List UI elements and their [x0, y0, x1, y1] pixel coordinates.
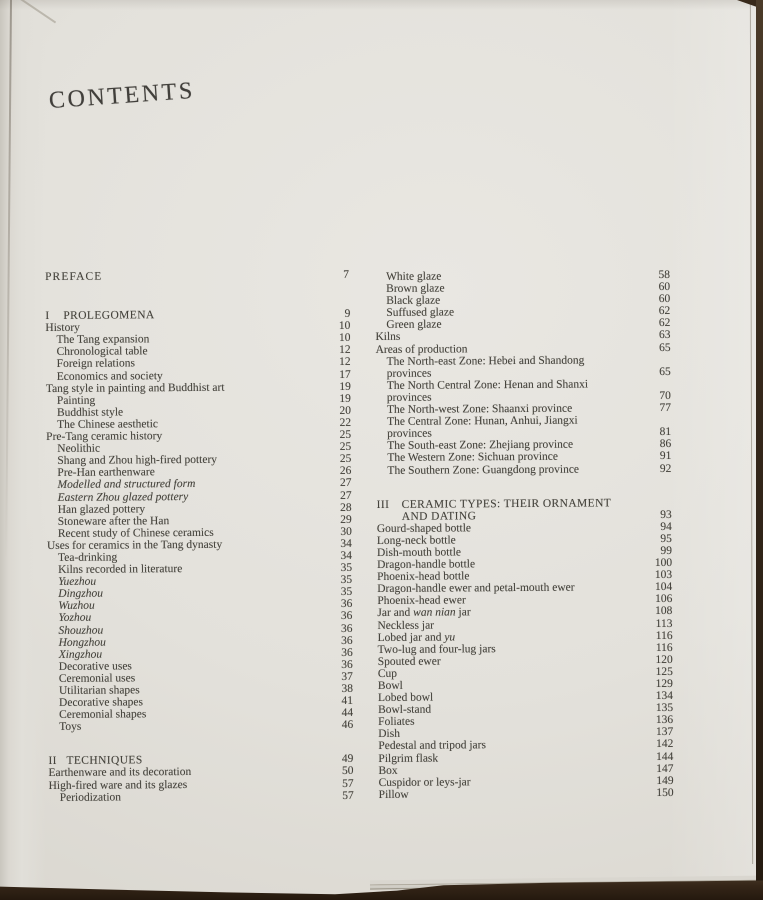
toc-entry-label: Hongzhou — [58, 636, 106, 649]
toc-entry-page: 50 — [341, 765, 354, 778]
toc-entry-page: 120 — [655, 653, 673, 666]
toc-entry-label: Black glaze — [386, 294, 441, 308]
toc-entry-page: 137 — [655, 726, 674, 739]
toc-section-gap — [376, 475, 671, 499]
toc-entry-page: 116 — [655, 641, 673, 654]
toc-entry-label: History — [45, 321, 80, 335]
toc-entry-page: 103 — [654, 569, 673, 582]
toc-entry-page: 25 — [339, 440, 352, 454]
toc-entry-label: Eastern Zhou glazed pottery — [57, 490, 189, 504]
toc-entry-label: Buddhist style — [56, 406, 124, 419]
toc-entry-label: Two-lug and four-lug jars — [377, 642, 496, 656]
toc-entry-page: 63 — [658, 329, 671, 342]
toc-entry-page: 10 — [338, 320, 351, 333]
toc-entry-label: Box — [378, 764, 398, 777]
toc-entry-page: 62 — [658, 317, 671, 330]
toc-entry-label: Pedestal and tripod jars — [378, 739, 486, 753]
toc-entry-label: Lobed jar and yu — [377, 631, 456, 644]
toc-entry-label: AND DATING — [401, 509, 477, 523]
toc-entry-label: Decorative uses — [58, 660, 132, 673]
toc-entry-label: Painting — [56, 394, 96, 407]
toc-entry-page: 147 — [656, 762, 674, 775]
toc-entry-label: Recent study of Chinese ceramics — [57, 526, 214, 540]
toc-entry-label: Spouted ewer — [377, 655, 441, 668]
toc-entry-page: 99 — [660, 544, 673, 557]
toc-right-column — [375, 269, 674, 801]
toc-entry-label: Neckless jar — [377, 619, 435, 632]
toc-entry-page: 25 — [339, 428, 352, 441]
toc-entry-label: II TECHNIQUES — [48, 754, 143, 768]
toc-entry-label: Dingzhou — [58, 587, 104, 601]
toc-entry-label: Economics and society — [56, 369, 163, 383]
toc-section-numeral: II — [48, 755, 57, 768]
toc-entry-page: 19 — [339, 392, 351, 405]
toc-entry-page: 135 — [655, 702, 674, 715]
toc-entry-label: Periodization — [59, 791, 122, 804]
toc-entry-page: 142 — [656, 738, 674, 751]
toc-entry-label: Dragon-handle ewer and petal-mouth ewer — [377, 581, 575, 596]
toc-entry — [379, 787, 674, 801]
toc-entry-page: 36 — [340, 598, 353, 611]
toc-entry-page: 9 — [344, 307, 351, 321]
toc-entry-label: Yozhou — [58, 612, 92, 625]
toc-entry-page: 129 — [655, 677, 673, 691]
toc-entry-label: provinces — [386, 391, 432, 404]
toc-entry-label: Kilns — [375, 331, 401, 344]
toc-entry-page: 62 — [658, 305, 671, 318]
toc-entry-page: 91 — [659, 450, 672, 463]
toc-entry-page: 81 — [659, 426, 672, 439]
toc-entry-label: Chronological table — [56, 345, 148, 359]
toc-entry-label: Lobed bowl — [377, 691, 434, 705]
toc-entry-label: Decorative shapes — [58, 696, 144, 710]
toc-entry-label: Cuspidor or leys-jar — [378, 776, 471, 789]
toc-section-gap — [45, 281, 350, 310]
toc-entry-page: 86 — [659, 438, 672, 451]
toc-entry-page: 20 — [339, 404, 352, 417]
toc-left-column — [45, 269, 354, 804]
page-title: CONTENTS — [48, 77, 196, 115]
toc-entry-page: 116 — [655, 629, 673, 642]
toc-entry-label: Neolithic — [57, 442, 101, 456]
toc-entry-label: Dish-mouth bottle — [376, 546, 462, 559]
toc-entry-page: 65 — [658, 341, 671, 354]
toc-entry-page: 41 — [341, 694, 354, 708]
toc-entry-page: 95 — [660, 532, 672, 545]
toc-entry-page: 10 — [338, 332, 351, 345]
toc-entry-page: 60 — [658, 281, 671, 294]
toc-entry-label: Jar and wan nian jar — [377, 606, 471, 620]
toc-entry-label: Foreign relations — [56, 357, 135, 371]
toc-entry-page: 36 — [340, 610, 353, 623]
toc-entry-page: 60 — [658, 293, 671, 306]
toc-entry-label: Shouzhou — [58, 624, 104, 637]
toc-entry-page: 37 — [341, 670, 353, 683]
toc-entry-label: III CERAMIC TYPES: THEIR ORNAMENT — [376, 496, 612, 511]
toc-entry-page: 44 — [341, 707, 354, 720]
toc-entry-label: Pre-Han earthenware — [57, 466, 155, 480]
toc-entry-page: 49 — [341, 753, 354, 766]
toc-entry-page: 57 — [342, 777, 354, 790]
toc-entry-page: 35 — [340, 586, 353, 599]
toc-entry-page: 125 — [655, 665, 673, 678]
toc-entry-label: The Chinese aesthetic — [57, 418, 159, 431]
toc-entry-label: Modelled and structured form — [57, 478, 196, 492]
toc-entry-page: 29 — [340, 513, 352, 526]
toc-entry-page: 150 — [656, 786, 674, 799]
page-spine-crease — [5, 0, 12, 560]
toc-entry — [49, 790, 354, 804]
toc-entry-page: 92 — [659, 462, 672, 475]
toc-entry-page: 65 — [659, 365, 671, 378]
toc-entry-label: Gourd-shaped bottle — [376, 522, 472, 535]
toc-entry-label: Shang and Zhou high-fired pottery — [57, 454, 218, 468]
toc-entry-page: 58 — [658, 268, 671, 282]
toc-entry-page: 7 — [343, 268, 351, 281]
toc-entry-page: 12 — [339, 356, 351, 369]
toc-entry-page: 25 — [339, 453, 352, 466]
toc-entry-label: Areas of production — [375, 342, 468, 356]
toc-entry-label: Han glazed pottery — [57, 502, 146, 516]
toc-entry-page: 28 — [340, 501, 352, 514]
toc-entry-label: The South-east Zone: Zhejiang province — [387, 438, 574, 453]
toc-entry-label: Pilgrim flask — [378, 752, 439, 765]
toc-entry-label: Wuzhou — [58, 600, 95, 613]
toc-entry-label: Green glaze — [386, 318, 442, 332]
toc-entry-page: 46 — [341, 719, 354, 732]
toc-entry-label: Cup — [377, 667, 398, 680]
toc-entry-label: Pillow — [378, 788, 409, 801]
toc-entry-label: Suffused glaze — [386, 306, 455, 320]
toc-entry-page: 17 — [339, 368, 351, 381]
toc-entry-page: 144 — [656, 750, 674, 763]
toc-entry-page: 113 — [655, 617, 673, 630]
toc-entry-label: The Southern Zone: Guangdong province — [387, 463, 580, 477]
toc-section-gap — [48, 731, 353, 755]
toc-entry-label: Kilns recorded in literature — [58, 563, 183, 576]
toc-entry-page: 106 — [655, 593, 673, 606]
toc-entry-label: Yuezhou — [58, 575, 97, 589]
toc-entry-page: 93 — [660, 508, 672, 521]
toc-entry-label: The North-west Zone: Shaanxi province — [386, 402, 573, 416]
toc-entry-label: Ceremonial shapes — [59, 708, 147, 722]
toc-entry-label: White glaze — [385, 270, 442, 283]
toc-entry-page: 19 — [339, 380, 351, 393]
toc-entry-label: Brown glaze — [386, 282, 445, 296]
toc-entry-page: 136 — [655, 714, 674, 727]
toc-entry-page: 27 — [340, 489, 352, 502]
toc-entry-page: 26 — [339, 465, 352, 478]
toc-entry-page: 57 — [342, 789, 354, 802]
toc-entry-page: 149 — [656, 774, 674, 787]
toc-section-numeral: I — [45, 310, 50, 323]
toc-entry-label: Tang style in painting and Buddhist art — [45, 381, 225, 395]
toc-entry-page: 108 — [655, 605, 673, 618]
toc-entry-page: 34 — [340, 537, 352, 550]
toc-entry-label: Xingzhou — [58, 648, 103, 661]
book-edge-right — [756, 0, 763, 900]
toc-entry-label: Bowl-stand — [378, 703, 432, 717]
toc-entry-label: Long-neck bottle — [376, 534, 456, 547]
toc-entry-label: Dragon-handle bottle — [377, 558, 476, 572]
toc-entry-label: Stoneware after the Han — [57, 514, 170, 528]
toc-entry-page: 77 — [659, 401, 672, 415]
toc-entry-page: 36 — [341, 646, 353, 659]
toc-entry-label: Phoenix-head bottle — [377, 570, 470, 584]
toc-entry-label: Utilitarian shapes — [58, 684, 140, 697]
toc-entry-label: The North Central Zone: Henan and Shanxi — [386, 378, 589, 392]
toc-entry-label: Dish — [378, 728, 401, 741]
toc-entry-page: 38 — [341, 682, 353, 695]
toc-entry-page: 104 — [654, 581, 673, 594]
toc-entry-page: 35 — [340, 574, 353, 587]
toc-entry-page: 34 — [340, 549, 353, 562]
toc-entry-page: 94 — [660, 520, 672, 533]
toc-entry-page: 35 — [340, 561, 353, 575]
toc-section-numeral: III — [376, 498, 390, 511]
toc-entry-label: The Western Zone: Sichuan province — [387, 451, 559, 465]
toc-entry-page: 70 — [659, 389, 671, 402]
toc-entry-page: 100 — [654, 556, 673, 570]
toc-entry-page: 27 — [339, 477, 352, 490]
toc-entry-page: 12 — [339, 344, 351, 357]
toc-entry-page: 30 — [340, 525, 352, 538]
toc-entry-label: Earthenware and its decoration — [48, 766, 192, 780]
toc-entry-label: I PROLEGOMENA — [45, 309, 155, 323]
toc-entry-label: Foliates — [378, 716, 415, 729]
toc-entry-page: 36 — [341, 634, 353, 647]
toc-entry-page: 36 — [341, 658, 353, 671]
toc-entry-label: Toys — [59, 721, 82, 734]
toc-entry-label: PREFACE — [45, 270, 103, 283]
toc-entry-label: Uses for ceramics in the Tang dynasty — [46, 538, 223, 552]
toc-entry-label: provinces — [386, 367, 432, 380]
toc-entry-label: Ceremonial uses — [58, 672, 136, 685]
toc-entry-label: Phoenix-head ewer — [377, 594, 466, 608]
page-corner-fold — [17, 0, 56, 23]
toc-entry-page: 134 — [655, 690, 674, 703]
toc-entry-label: The North-east Zone: Hebei and Shandong — [386, 354, 585, 368]
toc-entry-page: 22 — [339, 416, 352, 429]
toc-entry-label: Bowl — [377, 679, 403, 692]
toc-entry-label: Pre-Tang ceramic history — [46, 430, 163, 444]
toc-entry-label: Tea-drinking — [57, 551, 118, 564]
toc-entry-label: The Tang expansion — [56, 333, 150, 347]
toc-entry-label: The Central Zone: Hunan, Anhui, Jiangxi — [387, 414, 578, 429]
toc-entry-label: High-fired ware and its glazes — [48, 778, 188, 792]
toc-entry-page: 36 — [340, 622, 353, 635]
toc-entry-label: provinces — [387, 427, 432, 441]
